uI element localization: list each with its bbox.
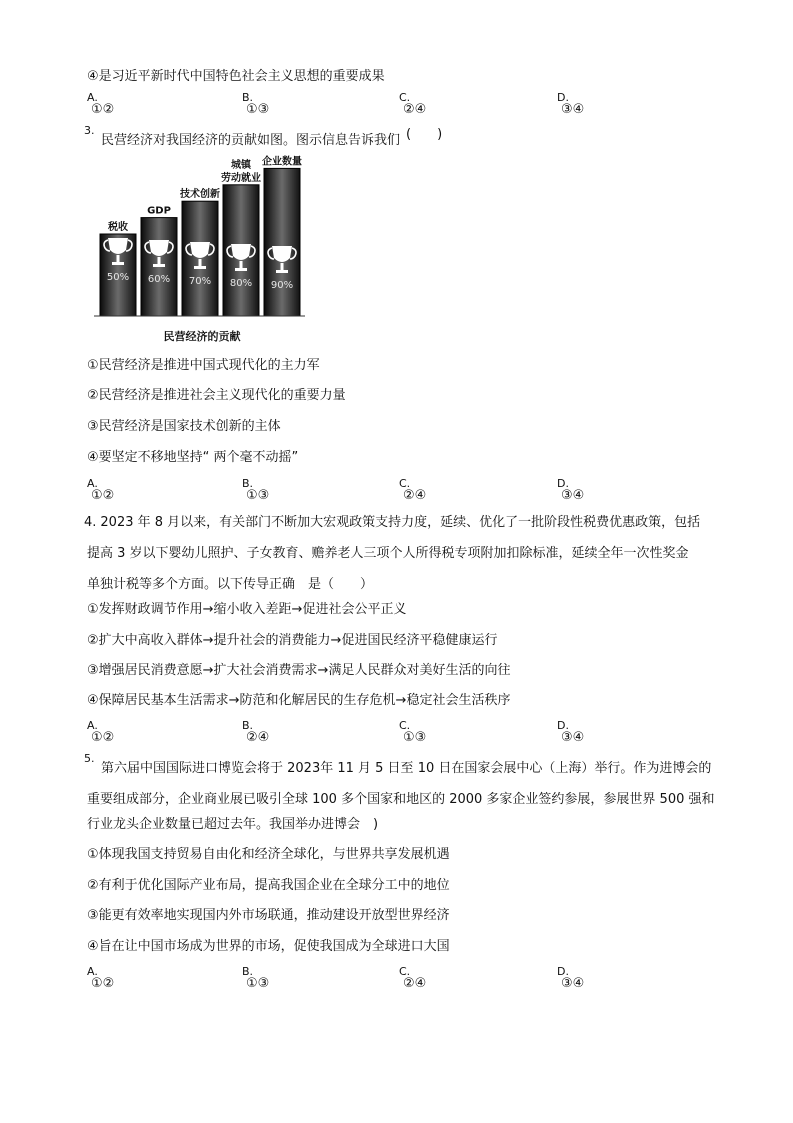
q5-stem-line-3: 行业龙头企业数量已超过去年。我国举办进博会 ) xyxy=(87,817,379,832)
q3-option-c[interactable]: C. ②④ xyxy=(399,477,427,503)
q4-item-1: ①发挥财政调节作用→缩小收入差距→促进社会公平正义 xyxy=(87,602,407,617)
q2-option-d[interactable]: D. ③④ xyxy=(557,91,585,117)
chart-title: 民营经济的贡献 xyxy=(163,330,241,343)
q3-stem-text: 民营经济对我国经济的贡献如图。图示信息告诉我们 xyxy=(101,133,401,148)
contribution-chart xyxy=(92,152,312,347)
q5-item-3: ③能更有效率地实现国内外市场联通，推动建设开放型世界经济 xyxy=(87,908,450,923)
q3-item-3: ③民营经济是国家技术创新的主体 xyxy=(87,419,281,434)
q2-option-c[interactable]: C. ②④ xyxy=(399,91,427,117)
chart-category-label-2: 技术创新 xyxy=(180,189,220,201)
q3-option-d[interactable]: D. ③④ xyxy=(557,477,585,503)
q3-item-4: ④要坚定不移地坚持“ 两个毫不动摇” xyxy=(87,450,299,465)
q3-option-a[interactable]: A. ①② xyxy=(87,477,115,503)
q4-stem-line-3: 单独计税等多个方面。以下传导正确 是（ ） xyxy=(87,577,374,592)
q4-item-4: ④保障居民基本生活需求→防范和化解居民的生存危机→稳定社会生活秩序 xyxy=(87,693,511,708)
q5-option-a[interactable]: A. ①② xyxy=(87,965,115,991)
q3-options xyxy=(87,478,727,506)
q5-stem-line-1: 第六届中国国际进口博览会将于 2023年 11 月 5 日至 10 日在国家会展中心（上海）举行。作为进博会的 xyxy=(101,761,712,776)
q3-item-1: ①民营经济是推进中国式现代化的主力军 xyxy=(87,358,320,373)
q4-option-c[interactable]: C. ①③ xyxy=(399,719,427,745)
chart-bar-2 xyxy=(182,201,218,316)
chart-value-label-4: 90% xyxy=(270,280,294,291)
q5-option-d[interactable]: D. ③④ xyxy=(557,965,585,991)
chart-canvas xyxy=(92,152,312,347)
chart-value-label-1: 60% xyxy=(147,274,171,285)
q3-number: 3. xyxy=(84,124,95,137)
q2-options xyxy=(87,92,727,120)
q5-options xyxy=(87,966,727,994)
q4-option-a[interactable]: A. ①② xyxy=(87,719,115,745)
q3-stem xyxy=(101,127,443,150)
q4-options xyxy=(87,720,727,748)
q4-option-b[interactable]: B. ②④ xyxy=(242,719,270,745)
q4-option-d[interactable]: D. ③④ xyxy=(557,719,585,745)
chart-category-label-0: 税收 xyxy=(108,222,128,233)
q5-option-c[interactable]: C. ②④ xyxy=(399,965,427,991)
q5-stem-line-2: 重要组成部分，企业商业展已吸引全球 100 多个国家和地区的 2000 多家企业签约参展，参展世界 500 强和 xyxy=(87,792,715,807)
chart-category-label-1: GDP xyxy=(147,205,171,217)
chart-value-label-0: 50% xyxy=(106,272,130,283)
q5-number: 5. xyxy=(84,752,95,765)
q4-stem-line-1: 4. 2023 年 8 月以来，有关部门不断加大宏观政策支持力度，延续、优化了一批阶段性税费优惠政策，包括 xyxy=(84,515,701,530)
q5-item-4: ④旨在让中国市场成为世界的市场，促使我国成为全球进口大国 xyxy=(87,939,450,954)
chart-category-label-4: 企业数量 xyxy=(262,156,302,168)
q4-stem-line-2: 提高 3 岁以下婴幼儿照护、子女教育、赡养老人三项个人所得税专项附加扣除标准，延续全年一次性奖金 xyxy=(87,546,689,561)
q3-answer-paren: ( ) xyxy=(406,127,443,142)
q2-option-a[interactable]: A. ①② xyxy=(87,91,115,117)
q3-option-b[interactable]: B. ①③ xyxy=(242,477,270,503)
q4-item-3: ③增强居民消费意愿→扩大社会消费需求→满足人民群众对美好生活的向往 xyxy=(87,663,511,678)
chart-value-label-3: 80% xyxy=(229,278,253,289)
chart-category-label-3: 城镇 xyxy=(231,159,251,171)
q5-option-b[interactable]: B. ①③ xyxy=(242,965,270,991)
chart-bar-4 xyxy=(264,168,300,316)
chart-value-label-2: 70% xyxy=(188,276,212,287)
q5-item-2: ②有利于优化国际产业布局，提高我国企业在全球分工中的地位 xyxy=(87,878,450,893)
q4-item-2: ②扩大中高收入群体→提升社会的消费能力→促进国民经济平稳健康运行 xyxy=(87,633,498,648)
chart-category-label-3: 劳动就业 xyxy=(221,172,261,184)
q2-item-4: ④是习近平新时代中国特色社会主义思想的重要成果 xyxy=(87,69,385,84)
q2-option-b[interactable]: B. ①③ xyxy=(242,91,270,117)
q4-number: 4. xyxy=(84,515,97,530)
q5-item-1: ①体现我国支持贸易自由化和经济全球化，与世界共享发展机遇 xyxy=(87,847,450,862)
q3-item-2: ②民营经济是推进社会主义现代化的重要力量 xyxy=(87,388,346,403)
